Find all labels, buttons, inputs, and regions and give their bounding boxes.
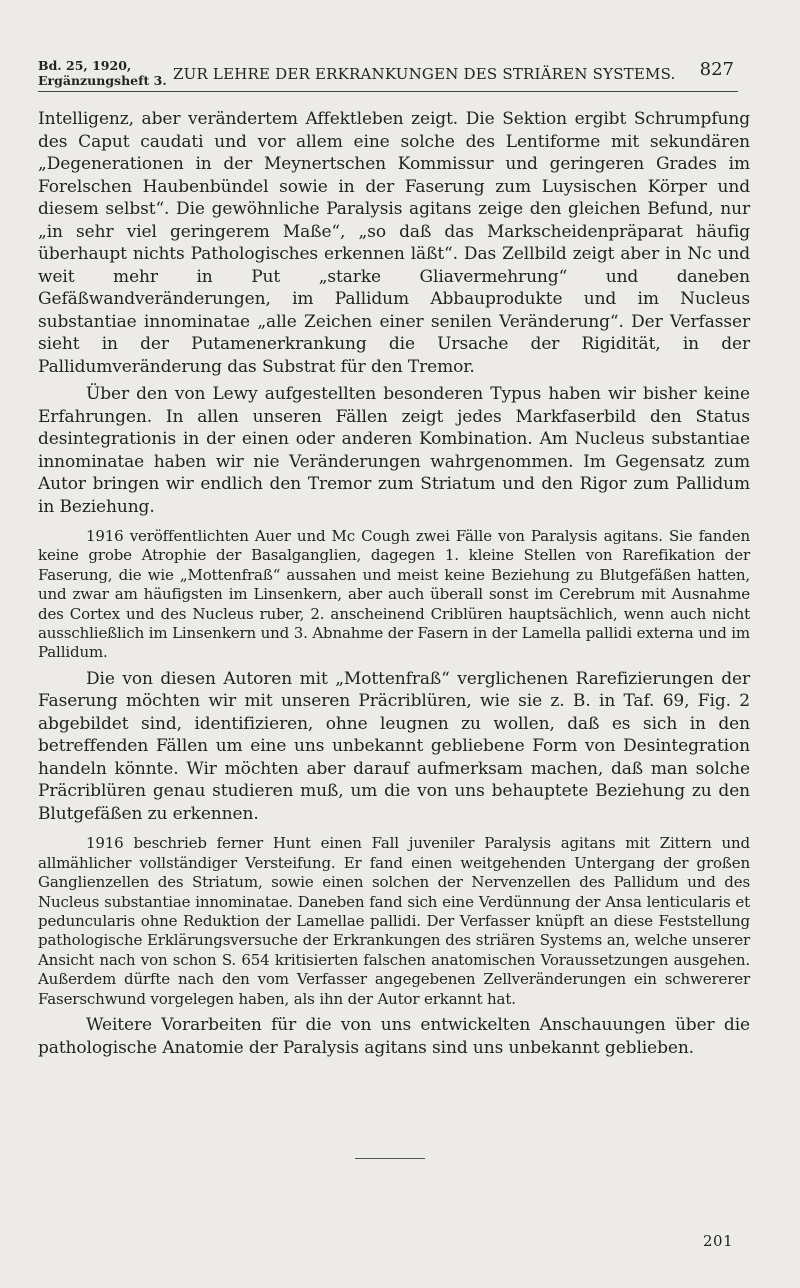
supplement-line: Ergänzungsheft 3. [38,73,167,88]
paragraph-2: Über den von Lewy aufgestellten besonderen Typus haben wir bisher keine Erfahrungen. In allen unseren Fällen zeigt jedes Markfaserbild den Status desintegrationis in der einen oder anderen Kombination. Am Nucleus substantiae innominatae haben wir nie Veränderungen wahrgenommen. Im Gegensatz zum Autor bringen wir endlich den Tremor zum Striatum und den Rigor zum Pallidum in Beziehung. [38,384,750,517]
paragraph-5: 1916 beschrieb ferner Hunt einen Fall juveniler Paralysis agitans mit Zittern und allmählicher vollständiger Versteifung. Er fand einen weitgehenden Untergang der großen Ganglienzellen des Striatum, sowie einen solchen der Nervenzellen des Pallidum und des Nucleus substantiae innominatae. Daneben fand sich eine Verdünnung der Ansa lenticularis et peduncularis ohne Reduktion der Lamellae pallidi. Der Verfasser knüpft an diese Feststellung pathologische Erklärungsversuche der Erkrankungen des striären Systems an, welche unserer Ansicht nach von schon S. 654 kritisierten falschen anatomischen Voraussetzungen ausgehen. Außerdem dürfte nach den vom Verfasser angegebenen Zellveränderungen ein schwererer Faserschwund vorgelegen haben, als ihn der Autor erkannt hat. [38,834,750,1008]
paragraph-4: Die von diesen Autoren mit „Mottenfraß“ verglichenen Rarefizierungen der Faserung möchten wir mit unseren Präcriblüren, wie sie z. B. in Taf. 69, Fig. 2 abgebildet sind, identifizieren, ohne leugnen zu wollen, daß es sich in den betreffenden Fällen um eine uns unbekannt gebliebene Form von Desintegration handeln könnte. Wir möchten aber darauf aufmerksam machen, daß man solche Präcriblüren genau studieren muß, um die von uns behauptete Beziehung zu den Blutgefäßen zu erkennen. [38,668,750,824]
volume-line: Bd. 25, 1920, [38,58,132,73]
paragraph-1: Intelligenz, aber verändertem Affektleben zeigt. Die Sektion ergibt Schrumpfung des Caput caudati und vor allem eine solche des Lentiforme mit sekundären „Degenerationen in der Meynertschen Kommissur und geringeren Grades im Forelschen Haubenbündel sowie in der Faserung zum Luysischen Körper und diesem selbst“. Die gewöhnliche Paralysis agitans zeige den gleichen Befund, nur „in sehr viel geringerem Maße“, „so daß das Markscheidenpräparat häufig überhaupt nichts Pathologisches erkennen läßt“. Das Zellbild zeigt aber in Nc und weit mehr in Put „starke Gliavermehrung“ und daneben Gefäßwandveränderungen, im Pallidum Abbauprodukte und im Nucleus substantiae innominatae „alle Zeichen einer senilen Veränderung“. Der Verfasser sieht in der Putamenerkrankung die Ursache der Rigidität, in der Pallidumveränderung das Substrat für den Tremor. [38,109,750,377]
paragraph-6: Weitere Vorarbeiten für die von uns entwickelten Anschauungen über die pathologische Anatomie der Paralysis agitans sind uns unbekannt geblieben. [38,1015,750,1058]
paragraph-3: 1916 veröffentlichten Auer und Mc Cough zwei Fälle von Paralysis agitans. Sie fanden keine grobe Atrophie der Basalganglien, dagegen 1. kleine Stellen von Rarefikation der Faserung, die wie „Mottenfraß“ aussahen und meist keine Beziehung zu Blutgefäßen hatten, und zwar am häufigsten im Linsenkern, aber auch überall sonst im Cerebrum mit Ausnahme des Cortex und des Nucleus ruber, 2. anscheinend Criblüren hauptsächlich, wenn auch nicht ausschließlich im Linsenkern und 3. Abnahme der Fasern in der Lamella pallidi externa und im Pallidum. [38,527,751,662]
page-number: 827 [699,59,734,80]
body-text [38,108,750,1059]
volume-info [38,58,167,88]
running-title: ZUR LEHRE DER ERKRANKUNGEN DES STRIÄREN SYSTEMS. [173,65,676,83]
running-header [38,58,738,92]
header-rule [38,91,738,92]
signature-number: 201 [703,1232,734,1250]
end-separator [355,1158,425,1159]
